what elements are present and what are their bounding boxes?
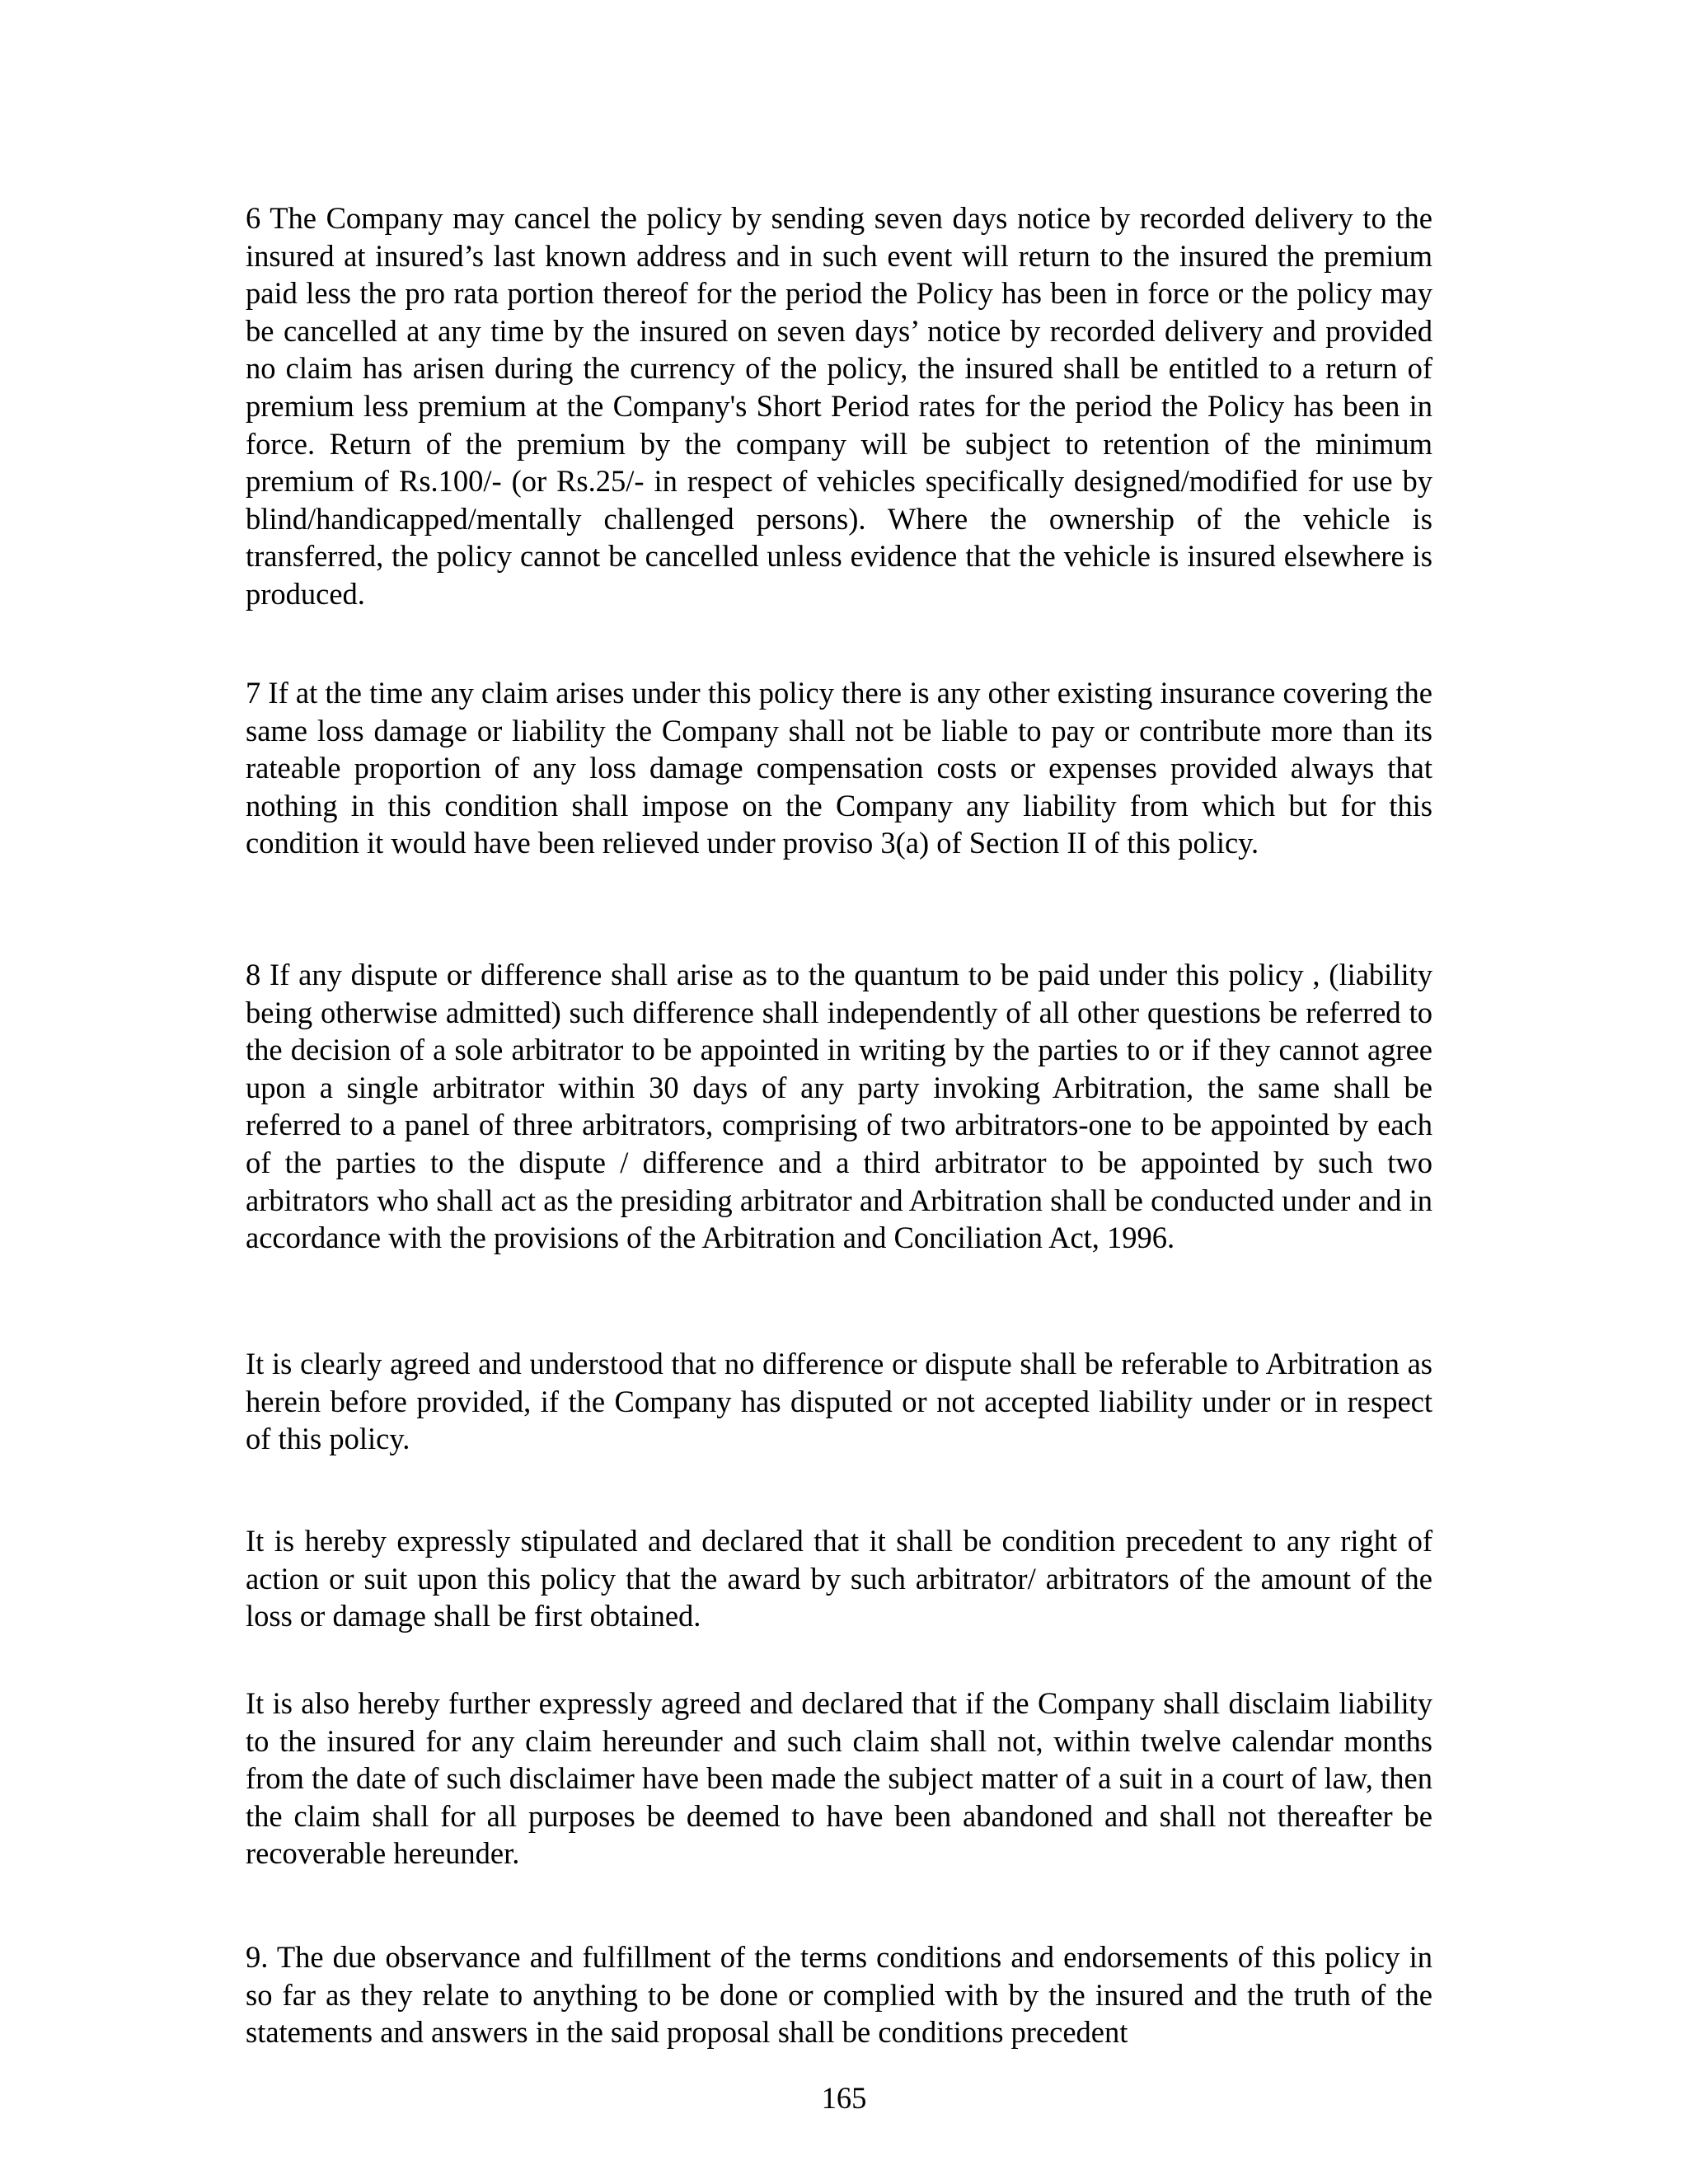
disclaimer-abandonment-paragraph: It is also hereby further expressly agreed and declared that if the Company shall disclaim liability to the insured for any claim hereunder and such claim shall not, within twelve calendar months from the date of such disclaimer have been made the subject matter of a suit in a court of law, then the claim shall for all purposes be deemed to have been abandoned and shall not thereafter be recoverable hereunder. <box>246 1686 1432 1871</box>
condition-8-paragraph: 8 If any dispute or difference shall arise as to the quantum to be paid under this policy , (liability being otherwise admitted) such difference shall independently of all other questions be referred to the decision of a sole arbitrator to be appointed in writing by the parties to or if they cannot agree upon a single arbitrator within 30 days of any party invoking Arbitration, the same shall be referred to a panel of three arbitrators, comprising of two arbitrators-one to be appointed by each of the parties to the dispute / difference and a third arbitrator to be appointed by such two arbitrators who shall act as the presiding arbitrator and Arbitration shall be conducted under and in accordance with the provisions of the Arbitration and Conciliation Act, 1996. <box>246 958 1432 1255</box>
award-precedent-paragraph: It is hereby expressly stipulated and declared that it shall be condition precedent to any right of action or suit upon this policy that the award by such arbitrator/ arbitrators of the amount of the loss or damage shall be first obtained. <box>246 1524 1432 1633</box>
condition-9-paragraph: 9. The due observance and fulfillment of the terms conditions and endorsements of this policy in so far as they relate to anything to be done or complied with by the insured and the truth of the statements and answers in the said proposal shall be conditions precedent <box>246 1940 1432 2050</box>
condition-6-paragraph: 6 The Company may cancel the policy by sending seven days notice by recorded delivery to the insured at insured’s last known address and in such event will return to the insured the premium paid less the pro rata portion thereof for the period the Policy has been in force or the policy may be cancelled at any time by the insured on seven days’ notice by recorded delivery and provided no claim has arisen during the currency of the policy, the insured shall be entitled to a return of premium less premium at the Company's Short Period rates for the period the Policy has been in force. Return of the premium by the company will be subject to retention of the minimum premium of Rs.100/- (or Rs.25/- in respect of vehicles specifically designed/modified for use by blind/handicapped/mentally challenged persons). Where the ownership of the vehicle is transferred, the policy cannot be cancelled unless evidence that the vehicle is insured elsewhere is produced. <box>246 201 1432 611</box>
page-number: 165 <box>821 2081 867 2115</box>
arbitration-exclusion-paragraph: It is clearly agreed and understood that no difference or dispute shall be referable to Arbitration as herein before provided, if the Company has disputed or not accepted liability under or in respect of this policy. <box>246 1347 1432 1456</box>
condition-7-paragraph: 7 If at the time any claim arises under this policy there is any other existing insurance covering the same loss damage or liability the Company shall not be liable to pay or contribute more than its rateable proportion of any loss damage compensation costs or expenses provided always that nothing in this condition shall impose on the Company any liability from which but for this condition it would have been relieved under proviso 3(a) of Section II of this policy. <box>246 676 1432 860</box>
